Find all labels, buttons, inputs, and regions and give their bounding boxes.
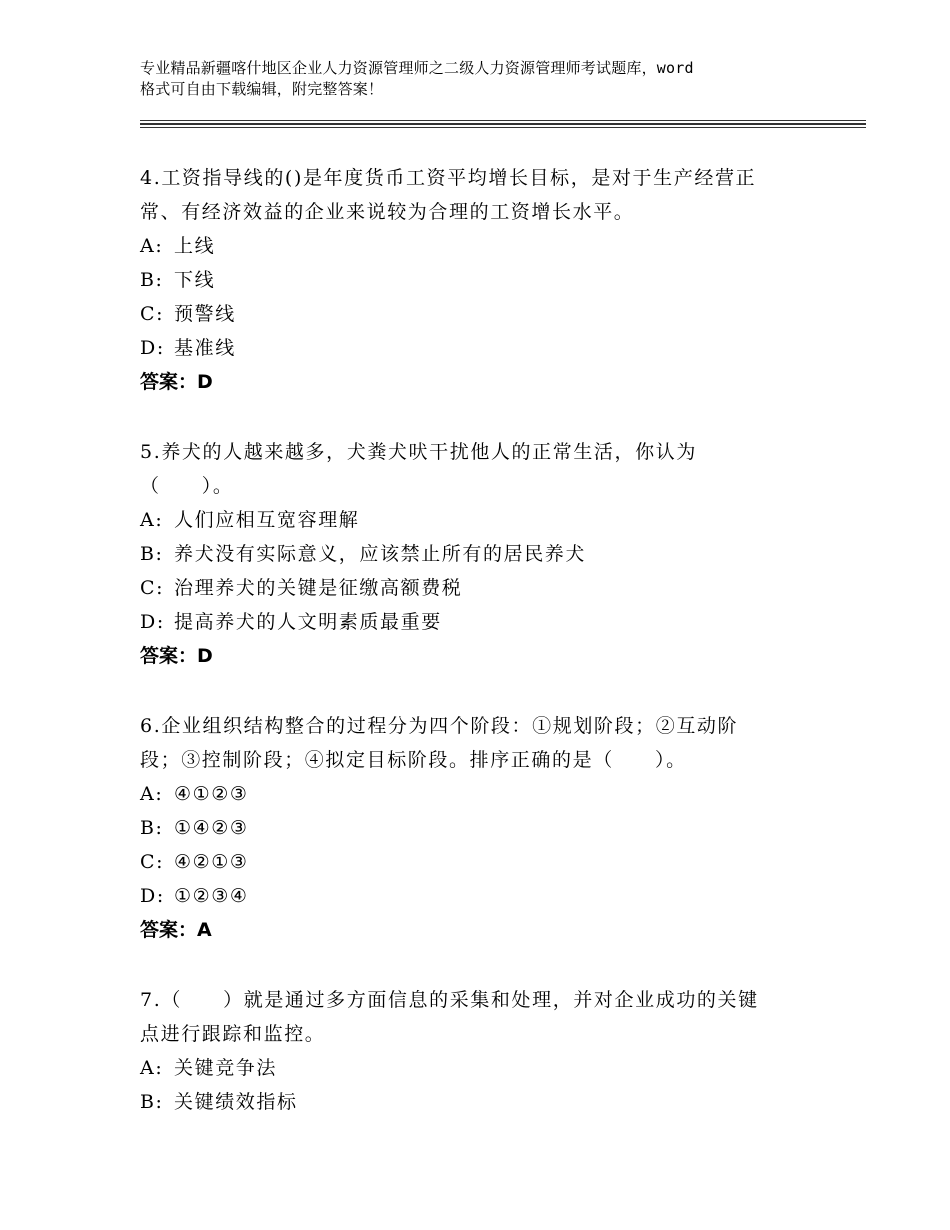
option-a — [140, 229, 820, 263]
question-stem-line-2: （ ）。 — [140, 475, 234, 497]
option-text: ①④②③ — [174, 817, 249, 839]
option-text: 基准线 — [174, 337, 236, 359]
header-divider-top — [140, 120, 866, 121]
option-letter: B: — [140, 543, 164, 565]
option-text: 上线 — [174, 235, 216, 257]
option-c — [140, 845, 820, 879]
option-a — [140, 777, 820, 811]
option-letter: D: — [140, 885, 165, 907]
option-d — [140, 879, 820, 913]
document-header — [140, 58, 830, 100]
option-text: 预警线 — [174, 303, 236, 325]
option-text: 下线 — [174, 269, 216, 291]
option-letter: A: — [140, 1057, 164, 1079]
option-text: 养犬没有实际意义，应该禁止所有的居民养犬 — [174, 543, 587, 565]
option-letter: C: — [140, 303, 165, 325]
answer-label: 答案：D — [140, 371, 213, 393]
option-letter: A: — [140, 235, 164, 257]
option-text: ④①②③ — [174, 783, 249, 805]
header-line-2: 格式可自由下载编辑，附完整答案！ — [140, 80, 384, 98]
option-b — [140, 1085, 820, 1119]
question-stem-line-1: 6.企业组织结构整合的过程分为四个阶段：①规划阶段；②互动阶 — [140, 715, 739, 737]
option-b — [140, 263, 820, 297]
option-text: 关键绩效指标 — [174, 1091, 298, 1113]
option-text: ①②③④ — [174, 885, 249, 907]
question-list — [140, 161, 820, 1155]
option-d — [140, 331, 820, 365]
question-stem-line-1: 5.养犬的人越来越多，犬粪犬吠干扰他人的正常生活，你认为 — [140, 441, 697, 463]
option-text: 人们应相互宽容理解 — [174, 509, 360, 531]
question-stem-line-2: 点进行跟踪和监控。 — [140, 1023, 326, 1045]
option-text: ④②①③ — [174, 851, 249, 873]
question-stem-line-2: 常、有经济效益的企业来说较为合理的工资增长水平。 — [140, 201, 635, 223]
option-b — [140, 811, 820, 845]
option-text: 治理养犬的关键是征缴高额费税 — [174, 577, 463, 599]
option-letter: B: — [140, 269, 164, 291]
option-letter: D: — [140, 611, 165, 633]
answer-label: 答案：D — [140, 645, 213, 667]
option-text: 关键竞争法 — [174, 1057, 278, 1079]
option-a — [140, 1051, 820, 1085]
header-divider-bottom — [140, 127, 866, 128]
option-letter: B: — [140, 1091, 164, 1113]
question-stem-line-2: 段；③控制阶段；④拟定目标阶段。排序正确的是（ ）。 — [140, 749, 687, 771]
question-stem — [140, 161, 820, 229]
option-a — [140, 503, 820, 537]
question-5 — [140, 435, 820, 673]
option-letter: B: — [140, 817, 164, 839]
option-b — [140, 537, 820, 571]
question-7 — [140, 983, 820, 1119]
question-4 — [140, 161, 820, 399]
question-stem-line-1: 7.（ ）就是通过多方面信息的采集和处理，并对企业成功的关键 — [140, 989, 759, 1011]
option-letter: A: — [140, 783, 164, 805]
question-6 — [140, 709, 820, 947]
option-text: 提高养犬的人文明素质最重要 — [174, 611, 442, 633]
option-letter: A: — [140, 509, 164, 531]
answer-label: 答案：A — [140, 919, 212, 941]
question-stem — [140, 435, 820, 503]
option-letter: D: — [140, 337, 165, 359]
option-d — [140, 605, 820, 639]
question-stem-line-1: 4.工资指导线的()是年度货币工资平均增长目标，是对于生产经营正 — [140, 167, 757, 189]
question-stem — [140, 983, 820, 1051]
option-letter: C: — [140, 577, 165, 599]
option-letter: C: — [140, 851, 165, 873]
question-stem — [140, 709, 820, 777]
header-divider-middle — [140, 123, 866, 125]
option-c — [140, 571, 820, 605]
option-c — [140, 297, 820, 331]
header-line-1: 专业精品新疆喀什地区企业人力资源管理师之二级人力资源管理师考试题库，word — [140, 59, 694, 77]
